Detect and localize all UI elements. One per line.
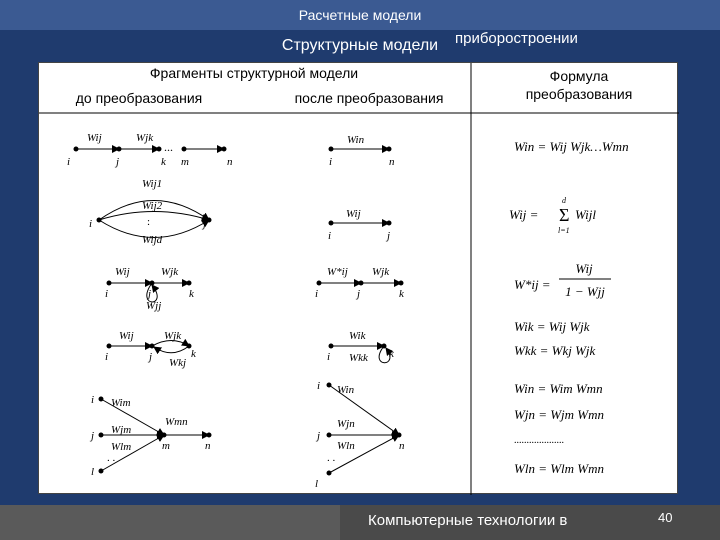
node-label: j [203, 218, 207, 230]
edge-label: Wij1 [142, 178, 163, 190]
ellipsis: ... [164, 140, 173, 154]
edge-label: Wjn [337, 418, 355, 430]
node-label: i [89, 218, 93, 230]
edge-label: Wkk [349, 352, 368, 364]
edge-label: Wjk [161, 266, 179, 278]
row2-formula-bot: l=1 [558, 226, 570, 235]
slide-subtitle: Структурные модели [281, 37, 439, 54]
node-label: n [227, 156, 233, 168]
footer-course-title: Компьютерные технологии в [368, 512, 568, 529]
row5-formula-1: Win = Wim Wmn [514, 381, 603, 396]
edge-label: Wjk [372, 266, 390, 278]
node [207, 433, 212, 438]
node [99, 433, 104, 438]
node [359, 281, 364, 286]
node-label: i [317, 380, 321, 392]
node-label: i [327, 351, 331, 363]
node-label: i [91, 394, 95, 406]
node-label: l [315, 478, 319, 490]
node-label: i [328, 230, 332, 242]
row2-formula-rhs: Wijl [575, 207, 596, 222]
node [329, 221, 334, 226]
edge-label: Wijd [142, 234, 163, 246]
edge-label: Wij2 [142, 200, 163, 212]
row4-formula-1: Wik = Wij Wjk [514, 319, 590, 334]
edge-label: Wkj [169, 357, 187, 369]
node-label: i [315, 288, 319, 300]
row5-formula-4: Wln = Wlm Wmn [514, 461, 605, 476]
edge-label: Wlm [111, 441, 132, 453]
footer-left-block [0, 505, 340, 540]
node-label: i [329, 156, 333, 168]
page-number: 40 [658, 510, 673, 525]
ellipsis: . . [107, 452, 116, 464]
node [397, 433, 402, 438]
node [162, 433, 167, 438]
edge-label: Wij [119, 330, 134, 342]
node-label: k [389, 348, 394, 360]
edge-label: Win [337, 384, 355, 396]
node-label: l [91, 466, 95, 478]
edge-label: Wjk [164, 330, 182, 342]
edge-label: Wij [346, 208, 361, 220]
node-label: j [387, 230, 391, 242]
node [182, 147, 187, 152]
node [387, 221, 392, 226]
edge-label: Wij [87, 132, 102, 144]
node-label: k [399, 288, 404, 300]
edge-label: : [147, 216, 151, 228]
node [222, 147, 227, 152]
node [107, 281, 112, 286]
row2-formula-lhs: Wij = [509, 207, 539, 222]
row5-formula-3: .................... [514, 435, 564, 446]
row2-formula-sum: Σ [559, 205, 570, 225]
row5-formula-2: Wjn = Wjm Wmn [514, 407, 605, 422]
footer-course-title-2: приборостроении [455, 30, 578, 47]
edge-label: Wmn [165, 416, 188, 428]
edge-label: Wim [111, 397, 131, 409]
node-label: i [105, 351, 109, 363]
slide-header-bar [0, 0, 720, 30]
node [399, 281, 404, 286]
node [107, 344, 112, 349]
node [329, 147, 334, 152]
model-table-svg [39, 63, 679, 495]
node [382, 344, 387, 349]
node [327, 433, 332, 438]
node [317, 281, 322, 286]
node [97, 218, 102, 223]
edge-label: Win [347, 134, 365, 146]
ellipsis: . . [327, 452, 336, 464]
node-label: j [116, 156, 120, 168]
node [99, 469, 104, 474]
col-before-header: до преобразования [75, 90, 203, 106]
node-label: k [191, 348, 196, 360]
node-label: j [149, 351, 153, 363]
node-label: j [357, 288, 361, 300]
edge-label: Wik [349, 330, 366, 342]
edge-label: Wjk [136, 132, 154, 144]
node-label: n [399, 440, 405, 452]
node-label: m [162, 440, 170, 452]
node [207, 218, 212, 223]
col-formula-header-2: преобразования [525, 86, 633, 102]
node [74, 147, 79, 152]
node [117, 147, 122, 152]
node-label: k [189, 288, 194, 300]
node [99, 397, 104, 402]
node-label: m [181, 156, 189, 168]
row2-formula-top: d [562, 196, 566, 205]
node [387, 147, 392, 152]
node [327, 383, 332, 388]
row3-formula-lhs: W*ij = [514, 277, 551, 292]
edge-label: Wjm [111, 424, 132, 436]
node-label: j [317, 430, 321, 442]
node [327, 471, 332, 476]
col-formula-header-1: Формула [549, 68, 609, 84]
node [150, 344, 155, 349]
node [187, 281, 192, 286]
edge-label: Wij [115, 266, 130, 278]
row4-formula-2: Wkk = Wkj Wjk [514, 343, 596, 358]
row3-formula-den: 1 − Wjj [565, 284, 605, 299]
node-label: k [161, 156, 166, 168]
node-label: j [91, 430, 95, 442]
footer-bar [0, 505, 720, 540]
node-label: i [67, 156, 71, 168]
node [157, 147, 162, 152]
slide-title: Расчетные модели [298, 7, 422, 23]
node-label: i [105, 288, 109, 300]
edge-label: Wjj [146, 300, 162, 312]
node [150, 281, 155, 286]
row1-formula: Win = Wij Wjk…Wmn [514, 139, 629, 154]
node-label: j [148, 288, 152, 300]
row3-formula-num: Wij [575, 261, 593, 276]
node-label: n [389, 156, 395, 168]
model-table [38, 62, 678, 494]
node-label: n [205, 440, 211, 452]
edge-label: Wln [337, 440, 355, 452]
col-after-header: после преобразования [294, 90, 444, 106]
node [329, 344, 334, 349]
edge-label: W*ij [327, 266, 348, 278]
col-fragments-header: Фрагменты структурной модели [149, 65, 359, 81]
